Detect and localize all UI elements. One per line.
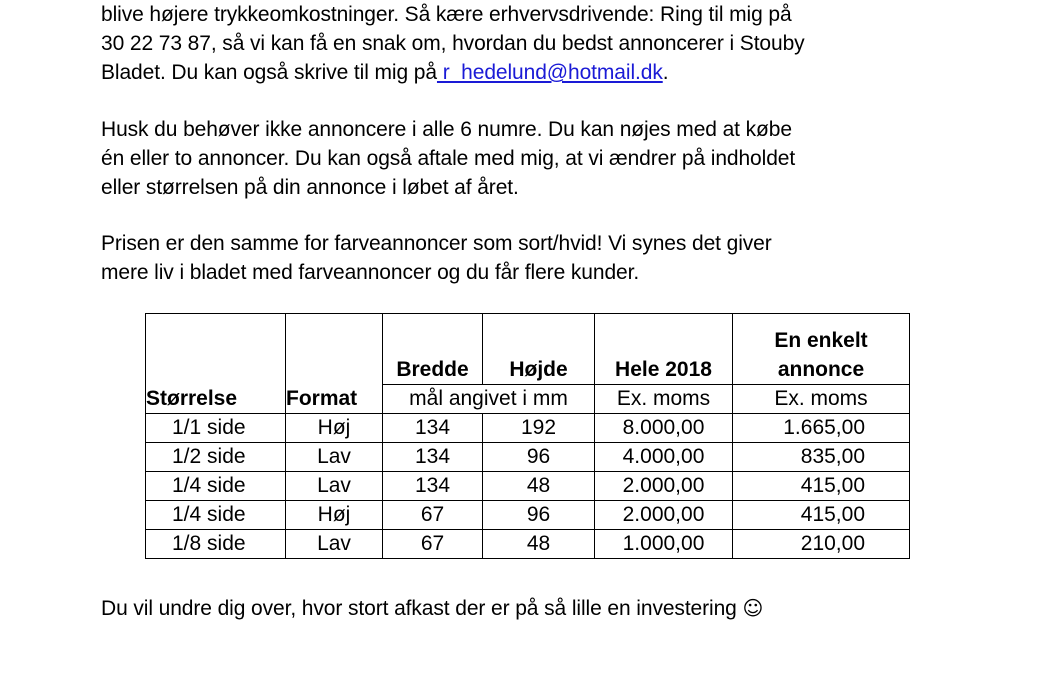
cell-enkelt-pris: 210,00 xyxy=(733,530,910,559)
cell-bredde: 67 xyxy=(383,530,483,559)
table-row xyxy=(146,472,910,501)
cell-hele-pris: 2.000,00 xyxy=(595,472,733,501)
cell-hojde: 48 xyxy=(483,472,595,501)
cell-hojde: 48 xyxy=(483,530,595,559)
header-ex-moms: Ex. moms xyxy=(733,385,910,414)
cell-format: Lav xyxy=(286,530,383,559)
cell-hojde: 192 xyxy=(483,414,595,443)
cell-hele-pris: 1.000,00 xyxy=(595,530,733,559)
cell-format: Lav xyxy=(286,443,383,472)
price-table xyxy=(145,313,910,559)
text-line: én eller to annoncer. Du kan også aftale med mig, at vi ændrer på indholdet xyxy=(101,147,796,170)
text-line xyxy=(101,594,981,623)
cell-hele-pris: 2.000,00 xyxy=(595,501,733,530)
table-subheader-row xyxy=(146,385,910,414)
cell-enkelt-pris: 415,00 xyxy=(733,472,910,501)
cell-enkelt-pris: 1.665,00 xyxy=(733,414,910,443)
cell-hojde: 96 xyxy=(483,501,595,530)
cell-enkelt-pris: 835,00 xyxy=(733,443,910,472)
cell-format: Lav xyxy=(286,472,383,501)
closing-text: Du vil undre dig over, hvor stort afkast der er på så lille en investering xyxy=(101,597,743,620)
cell-format: Høj xyxy=(286,414,383,443)
paragraph-contact xyxy=(101,0,981,87)
text-line: blive højere trykkeomkostninger. Så kære erhvervsdrivende: Ring til mig på xyxy=(101,3,792,26)
paragraph-flexibility xyxy=(101,115,981,202)
paragraph-color-ads xyxy=(101,229,981,287)
header-en-enkelt-annonce xyxy=(733,314,910,385)
cell-hojde: 96 xyxy=(483,443,595,472)
cell-size: 1/8 side xyxy=(146,530,286,559)
cell-size: 1/4 side xyxy=(146,472,286,501)
header-cell-empty xyxy=(286,314,383,385)
cell-bredde: 134 xyxy=(383,472,483,501)
cell-bredde: 67 xyxy=(383,501,483,530)
text-line: eller størrelsen på din annonce i løbet af året. xyxy=(101,176,519,199)
header-cell-empty xyxy=(146,314,286,385)
smiley-icon: ☺ xyxy=(742,596,764,620)
text-line xyxy=(101,58,981,87)
header-bredde: Bredde xyxy=(383,314,483,385)
paragraph-closing xyxy=(101,594,981,623)
text-line: Husk du behøver ikke annoncere i alle 6 numre. Du kan nøjes med at købe xyxy=(101,118,792,141)
text-fragment: Bladet. Du kan også skrive til mig på xyxy=(101,61,437,84)
header-hojde: Højde xyxy=(483,314,595,385)
table-row xyxy=(146,443,910,472)
table-row xyxy=(146,530,910,559)
header-hele-2018: Hele 2018 xyxy=(595,314,733,385)
header-storrelse: Størrelse xyxy=(146,385,286,414)
table-row xyxy=(146,501,910,530)
header-ex-moms: Ex. moms xyxy=(595,385,733,414)
table-row xyxy=(146,414,910,443)
email-link[interactable]: r_hedelund@hotmail.dk xyxy=(436,61,663,84)
table-header-row xyxy=(146,314,910,385)
cell-size: 1/2 side xyxy=(146,443,286,472)
cell-hele-pris: 4.000,00 xyxy=(595,443,733,472)
text-line: Prisen er den samme for farveannoncer som sort/hvid! Vi synes det giver xyxy=(101,232,772,255)
header-format: Format xyxy=(286,385,383,414)
cell-bredde: 134 xyxy=(383,414,483,443)
cell-bredde: 134 xyxy=(383,443,483,472)
header-line: annonce xyxy=(777,358,865,381)
text-line: mere liv i bladet med farveannoncer og du får flere kunder. xyxy=(101,261,640,284)
cell-format: Høj xyxy=(286,501,383,530)
text-fragment: . xyxy=(662,61,669,84)
cell-enkelt-pris: 415,00 xyxy=(733,501,910,530)
cell-size: 1/1 side xyxy=(146,414,286,443)
header-maal-angivet: mål angivet i mm xyxy=(383,385,595,414)
header-line: En enkelt xyxy=(774,329,868,352)
cell-size: 1/4 side xyxy=(146,501,286,530)
cell-hele-pris: 8.000,00 xyxy=(595,414,733,443)
text-line: 30 22 73 87, så vi kan få en snak om, hvordan du bedst annoncerer i Stouby xyxy=(101,32,805,55)
